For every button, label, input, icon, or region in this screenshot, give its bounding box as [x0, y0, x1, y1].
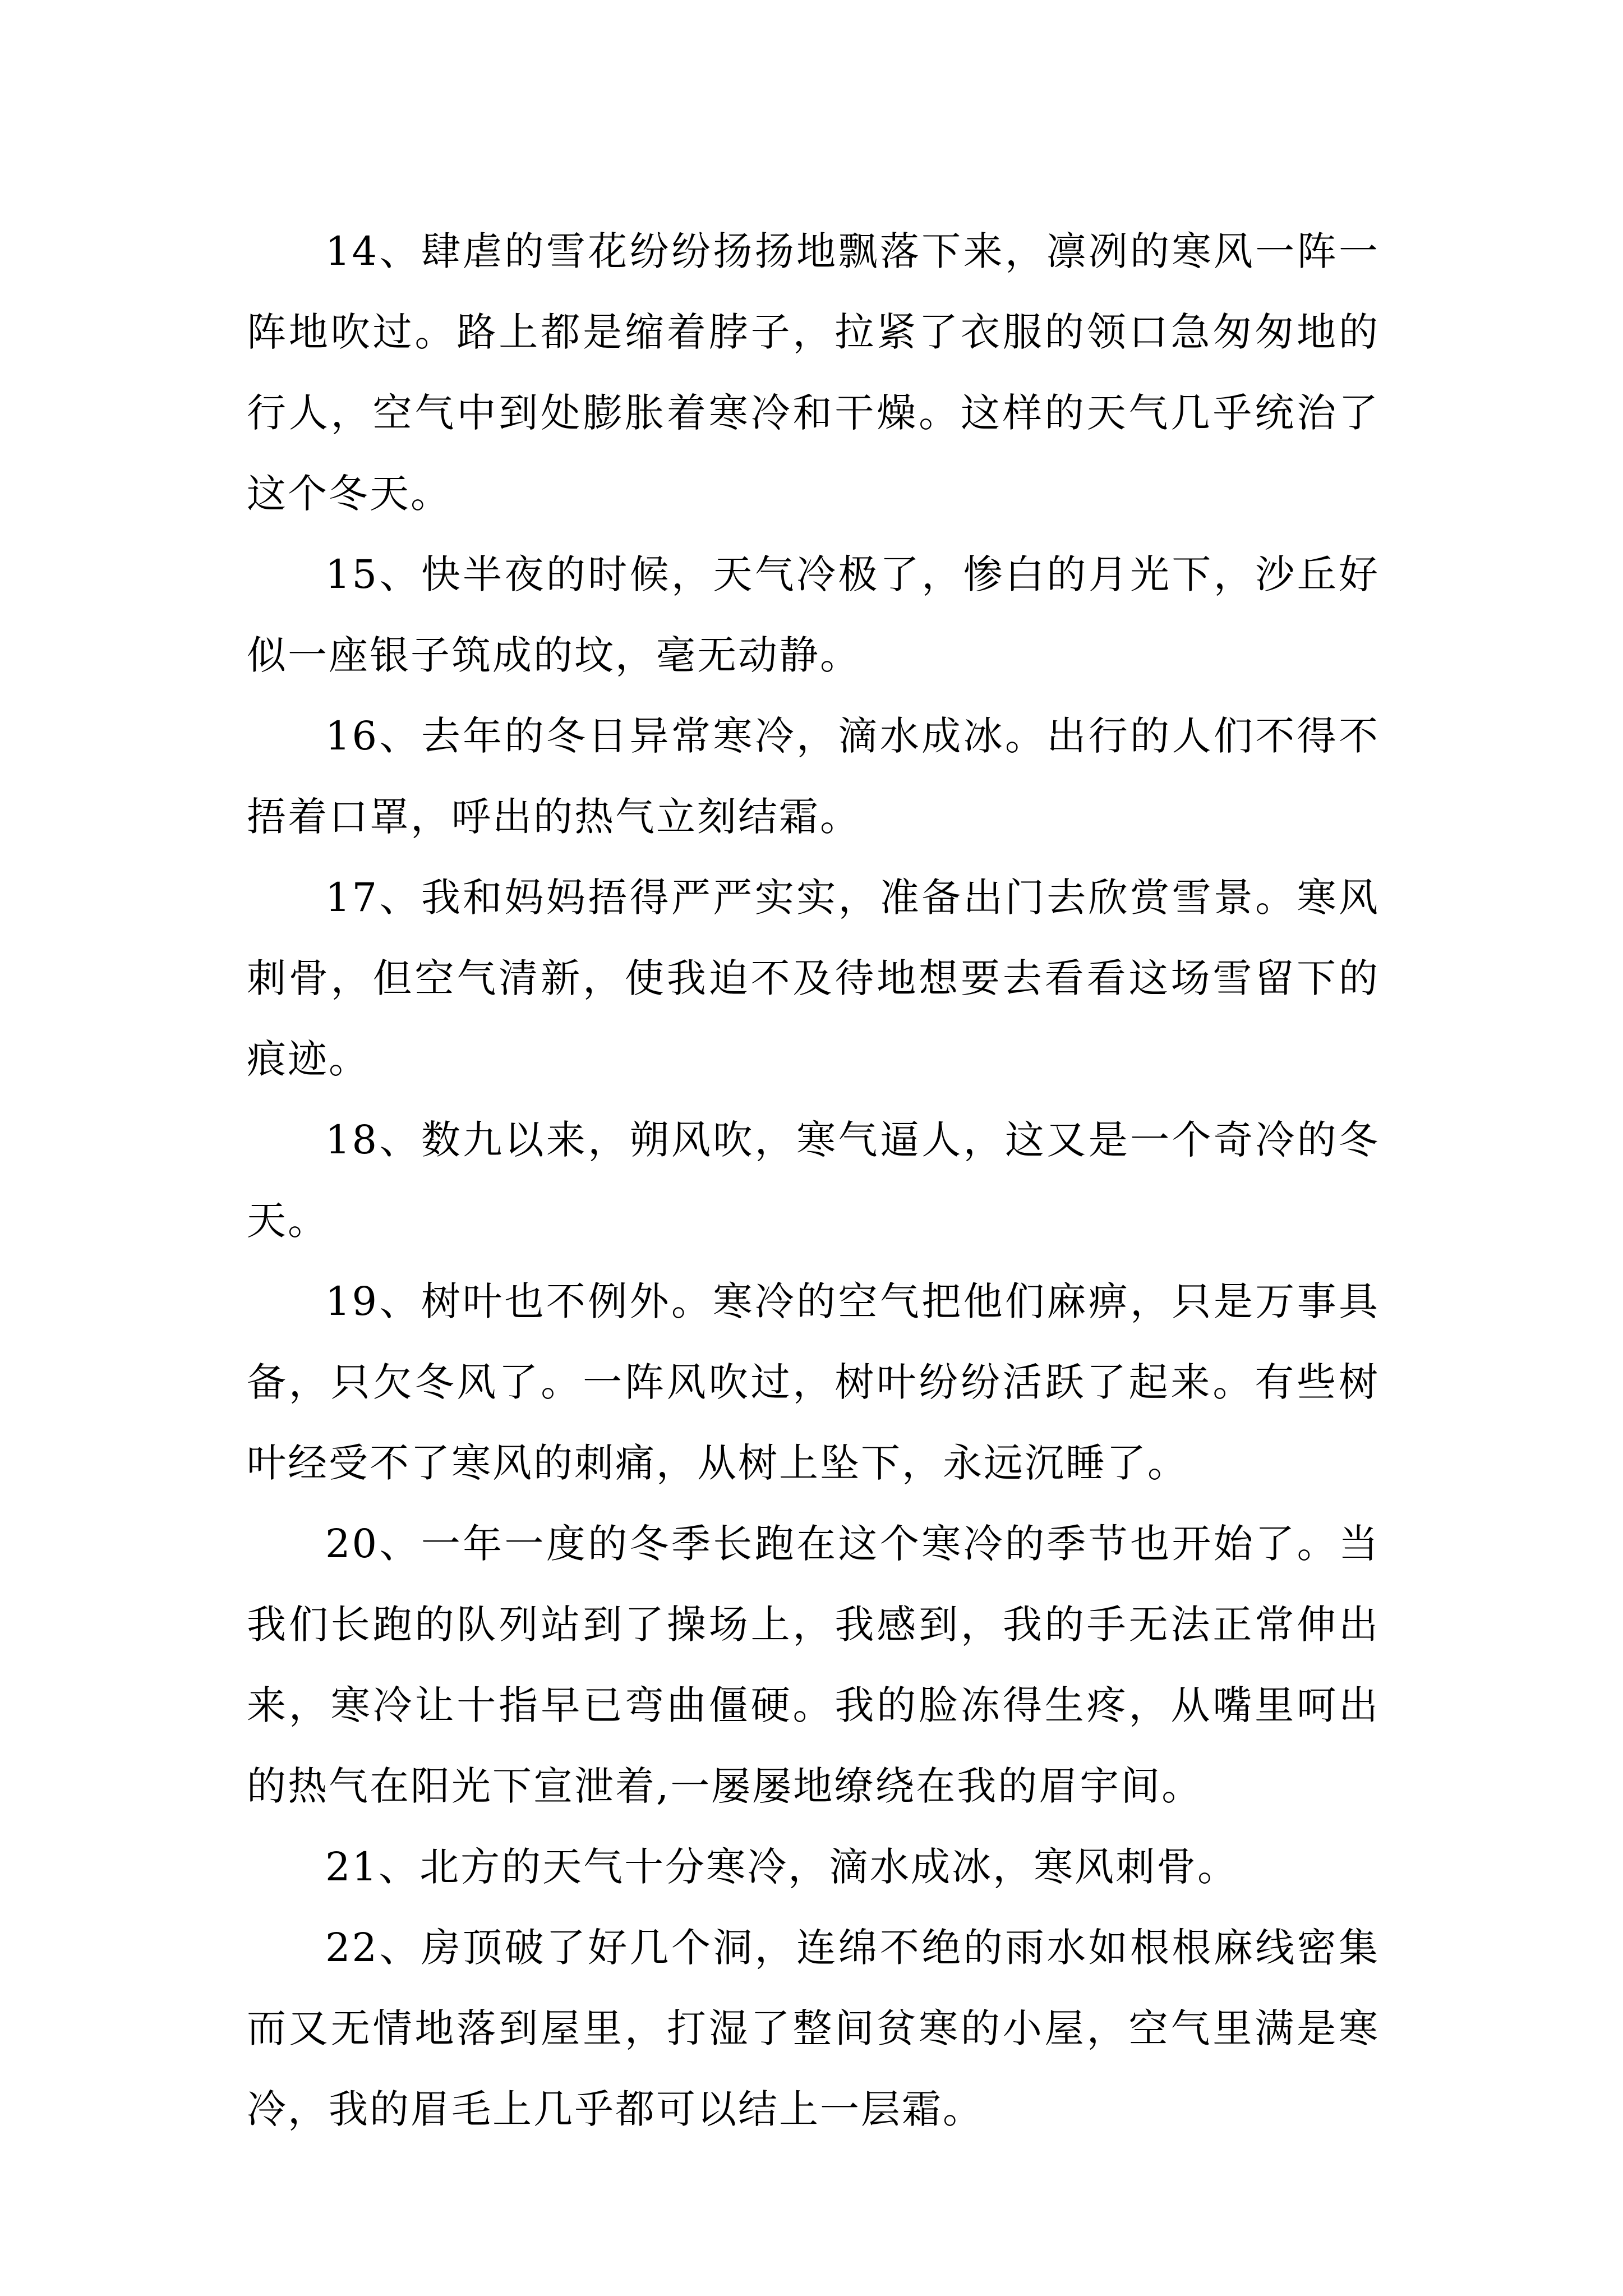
paragraph-20: 20、一年一度的冬季长跑在这个寒冷的季节也开始了。当我们长跑的队列站到了操场上，我感到，我的手无法正常伸出来，寒冷让十指早已弯曲僵硬。我的脸冻得生疼，从嘴里呵出的热气在阳光下宣泄着,一屡屡地缭绕在我的眉宇间。 — [247, 1521, 1380, 1809]
paragraph-22: 22、房顶破了好几个洞，连绵不绝的雨水如根根麻线密集而又无情地落到屋里，打湿了整间贫寒的小屋，空气里满是寒冷，我的眉毛上几乎都可以结上一层霜。 — [247, 1925, 1380, 2132]
paragraph-15: 15、快半夜的时候，天气冷极了，惨白的月光下，沙丘好似一座银子筑成的坟，毫无动静。 — [247, 551, 1380, 678]
paragraph-14: 14、肆虐的雪花纷纷扬扬地飘落下来，凛冽的寒风一阵一阵地吹过。路上都是缩着脖子，拉紧了衣服的领口急匆匆地的行人，空气中到处膨胀着寒冷和干燥。这样的天气几乎统治了这个冬天。 — [247, 228, 1380, 517]
paragraph-17: 17、我和妈妈捂得严严实实，准备出门去欣赏雪景。寒风刺骨，但空气清新，使我迫不及待地想要去看看这场雪留下的痕迹。 — [247, 875, 1380, 1082]
paragraph-19: 19、树叶也不例外。寒冷的空气把他们麻痹，只是万事具备，只欠冬风了。一阵风吹过，树叶纷纷活跃了起来。有些树叶经受不了寒风的刺痛，从树上坠下，永远沉睡了。 — [247, 1278, 1380, 1486]
document-body — [247, 211, 1380, 2150]
paragraph-16: 16、去年的冬日异常寒冷，滴水成冰。出行的人们不得不捂着口罩，呼出的热气立刻结霜。 — [247, 713, 1380, 840]
paragraph-18: 18、数九以来，朔风吹，寒气逼人，这又是一个奇冷的冬天。 — [247, 1117, 1380, 1244]
paragraph-21: 21、北方的天气十分寒冷，滴水成冰，寒风刺骨。 — [325, 1844, 1239, 1890]
